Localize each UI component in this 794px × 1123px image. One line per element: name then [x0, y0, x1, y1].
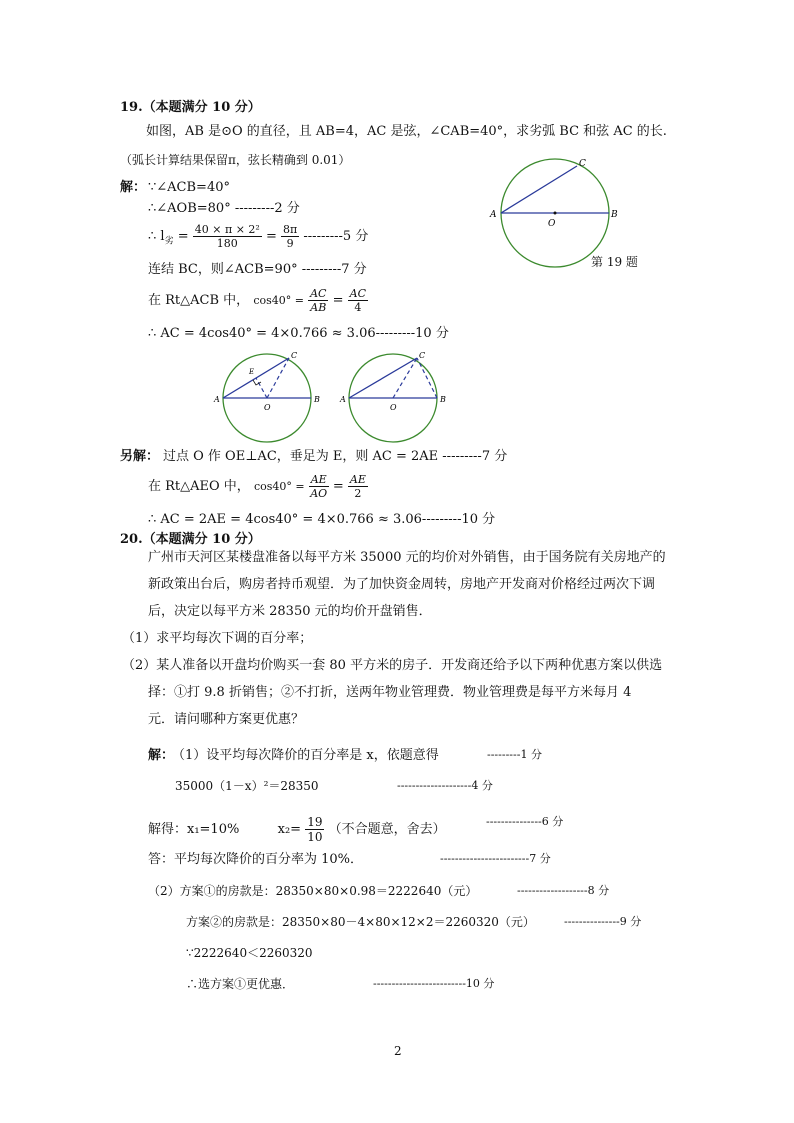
segment-oc: [393, 358, 417, 398]
q19-step6: ∴ AC = 4cos40° = 4×0.766 ≈ 3.06---------10 分: [148, 326, 449, 341]
cos-expression: cos40° =: [253, 480, 305, 493]
q19-heading: 19.（本题满分 10 分）: [120, 100, 261, 115]
q19-alt-step3: ∴ AC = 2AE = 4cos40° = 4×0.766 ≈ 3.06---------10 分: [148, 512, 496, 527]
score-7: ------------------------7 分: [440, 852, 551, 865]
label-c: C: [291, 351, 298, 360]
q20-paragraph-line2: 新政策出台后，购房者持币观望．为了加快资金周转，房地产开发商对价格经过两次下调: [148, 577, 656, 592]
arc-fraction-2: $\frac{8\pi}{9}$: [283, 223, 298, 250]
figure-caption: 第 19 题: [591, 255, 638, 269]
chord-ac: [501, 166, 577, 213]
q19-step5: 在 Rt△ACB 中， cos40° = $\frac{AC}{AB}$ = $\frac{AC}{4}$: [148, 287, 367, 314]
q20-subquestion2-line1: （2）某人准备以开盘均价购买一套 80 平方米的房子．开发商还给予以下两种优惠方案以供选: [122, 658, 663, 673]
q20-subquestion1: （1）求平均每次下调的百分率；: [122, 631, 313, 646]
q20-subquestion2-line3: 元．请问哪种方案更优惠？: [148, 712, 305, 727]
label-o: O: [390, 403, 397, 412]
score-10: -------------------------10 分: [373, 977, 495, 990]
q20-paragraph-line3: 后，决定以每平方米 28350 元的均价开盘销售．: [148, 604, 432, 619]
label-e: E: [249, 368, 255, 376]
x2-fraction: $\frac{19}{10}$: [307, 815, 323, 844]
q19-figure-alt-2: [339, 350, 459, 448]
score-6: ---------------6 分: [486, 815, 564, 828]
q20-plan2-price: 方案②的房款是：28350×80－4×80×12×2＝2260320（元）: [186, 915, 535, 929]
label-b: B: [314, 395, 320, 404]
label-c: C: [579, 159, 586, 169]
label-c: C: [419, 351, 426, 360]
cos-fraction-2: $\frac{AC}{4}$: [349, 287, 367, 314]
x1-solution: 解得：x₁=10%: [148, 822, 240, 837]
score-9: ---------------9 分: [564, 915, 642, 928]
q20-subquestion2-line2: 择：①打 9.8 折销售；②不打折，送两年物业管理费．物业管理费是每平方米每月 4: [148, 685, 632, 700]
q20-conclusion: ∴选方案①更优惠．: [186, 977, 295, 991]
q20-solutions: [148, 816, 446, 843]
alt-cos-fraction-1: $\frac{AE}{AO}$: [310, 473, 328, 500]
q19-alt-label: 另解：: [120, 449, 160, 464]
q20-plan1-price: （2）方案①的房款是：28350×80×0.98＝2222640（元）: [148, 884, 478, 898]
score-4: --------------------4 分: [397, 779, 493, 792]
equals-sign: =: [265, 229, 277, 244]
label-o: O: [264, 403, 271, 412]
segment-oe: [256, 378, 267, 398]
arc-length-symbol: ∴ l: [148, 229, 165, 244]
label-o: O: [548, 219, 556, 229]
step5-prefix: 在 Rt△ACB 中，: [148, 293, 250, 308]
score-5: ---------5 分: [303, 229, 369, 244]
q20-answer1-setup: （1）设平均每次降价的百分率是 x，依题意得: [172, 748, 439, 763]
label-a: A: [214, 395, 220, 404]
label-a: A: [490, 210, 497, 220]
equals-sign: =: [177, 229, 189, 244]
x2-label: x₂=: [277, 822, 302, 837]
arc-fraction-1: $\frac{\text{40 × π × 2²}}{180}$: [194, 223, 260, 250]
q20-heading: 20.（本题满分 10 分）: [120, 532, 261, 547]
x2-rejected-note: （不合题意，舍去）: [328, 822, 446, 837]
label-b: B: [611, 210, 618, 220]
q19-step1: ∵∠ACB=40°: [148, 180, 230, 195]
q19-step4: 连结 BC，则∠ACB=90° ---------7 分: [148, 262, 367, 277]
arc-length-subscript: 劣: [164, 236, 174, 247]
q20-equation: 35000（1－x）²＝28350: [175, 779, 319, 793]
q20-paragraph-line1: 广州市天河区某楼盘准备以每平方米 35000 元的均价对外销售，由于国务院有关房地产的: [148, 550, 666, 565]
cos-fraction-1: $\frac{AC}{AB}$: [310, 287, 327, 314]
q19-note: （弧长计算结果保留π，弦长精确到 0.01）: [120, 153, 351, 167]
score-8: -------------------8 分: [517, 884, 610, 897]
label-a: A: [340, 395, 346, 404]
score-1: ---------1 分: [487, 748, 542, 761]
q20-answer1-conclusion: 答：平均每次降价的百分率为 10%．: [148, 852, 364, 867]
q19-statement: 如图，AB 是⊙O 的直径，且 AB=4，AC 是弦，∠CAB=40°，求劣弧 BC 和弦 AC 的长.: [146, 124, 667, 139]
q20-comparison: ∵2222640＜2260320: [186, 946, 313, 960]
alt-cos-fraction-2: $\frac{AE}{2}$: [349, 473, 366, 500]
label-b: B: [440, 395, 446, 404]
q19-step2: ∴∠AOB=80° ---------2 分: [148, 201, 300, 216]
q20-solution-label: 解：: [148, 748, 175, 763]
page-number: 2: [394, 1044, 402, 1058]
cos-expression: cos40° =: [253, 294, 304, 307]
q19-figure-alt-1: [213, 350, 333, 448]
segment-bc: [417, 358, 437, 398]
center-point: [554, 212, 557, 215]
q19-alt-step2: 在 Rt△AEO 中， cos40° = $\frac{AE}{AO}$ = $\frac{AE}{2}$: [148, 473, 366, 500]
q19-alt-step1: 过点 O 作 OE⊥AC，垂足为 E，则 AC = 2AE ---------7 分: [163, 449, 508, 464]
alt2-prefix: 在 Rt△AEO 中，: [148, 479, 250, 494]
q19-step3: [148, 224, 368, 249]
q19-solution-label: 解：: [120, 180, 147, 195]
chord-ac: [349, 358, 417, 398]
